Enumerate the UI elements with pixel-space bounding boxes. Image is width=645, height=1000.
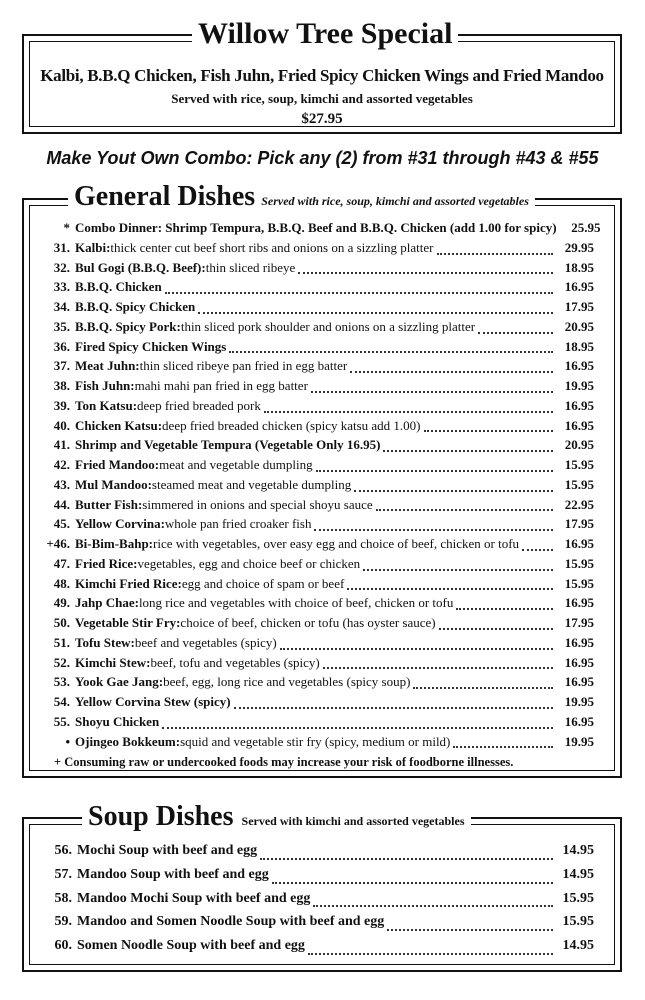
menu-item-name: Yook Gae Jang: [75,674,164,690]
menu-item-price: 15.95 [564,555,594,571]
menu-item-name: Bul Gogi (B.B.Q. Beef): [75,259,206,275]
menu-item [44,240,594,260]
soup-dishes-list [44,843,594,962]
menu-item-name: Shrimp and Vegetable Tempura (Vegetable Only 16.95) [75,437,381,453]
menu-item [44,516,594,536]
dot-leader [522,549,553,551]
menu-item-description: rice with vegetables, over easy egg and choice of beef, chicken or tofu [153,536,520,551]
menu-item-number: 59. [54,914,72,930]
menu-item-number: 32. [53,259,70,275]
dot-leader [424,430,554,432]
menu-item [44,734,594,754]
menu-item-price: 20.95 [564,437,594,453]
menu-item-name: B.B.Q. Chicken [75,279,162,295]
menu-item [44,536,594,556]
menu-item-description: meat and vegetable dumpling [159,457,313,472]
menu-item-description: beef, egg, long rice and vegetables (spicy soup) [163,674,411,690]
menu-item [44,635,594,655]
dot-leader [234,707,553,709]
menu-item [44,220,601,240]
menu-item [44,279,594,299]
menu-item-number: 36. [53,338,70,354]
menu-item-name: Kalbi: [75,239,111,255]
soup-dishes-subtitle: Served with kimchi and assorted vegetables [241,814,465,828]
dot-leader [298,272,553,274]
special-title: Willow Tree Special [192,19,458,49]
menu-item-price: 16.95 [564,536,594,551]
menu-item [44,299,594,319]
menu-item-name: Meat Juhn: [75,358,140,374]
menu-item-number: * [63,220,70,235]
menu-item-price: 16.95 [564,358,594,374]
menu-item-price: 19.95 [564,733,594,749]
dot-leader [272,882,553,884]
menu-item [44,437,594,457]
menu-item-price: 16.95 [564,634,594,650]
menu-item-price: 14.95 [562,938,594,954]
special-box [22,17,622,134]
menu-item [44,674,594,694]
menu-item-number: 41. [53,437,70,453]
menu-item-price: 16.95 [564,279,594,295]
menu-item-number: • [65,733,70,749]
menu-item [44,457,594,477]
special-price: $27.95 [301,111,343,127]
special-description: Kalbi, B.B.Q Chicken, Fish Juhn, Fried Spicy Chicken Wings and Fried Mandoo [40,66,604,85]
menu-item-price: 16.95 [564,595,594,611]
menu-item [44,418,594,438]
menu-item-number: 48. [53,575,70,591]
menu-item-name: Mandoo Soup with beef and egg [77,866,269,882]
soup-dishes-header [82,803,471,831]
dot-leader [323,667,553,669]
menu-item-name: B.B.Q. Spicy Pork: [75,318,181,334]
menu-item-name: Bi-Bim-Bahp: [75,536,154,551]
menu-item-number: 58. [54,890,72,906]
menu-item-price: 15.95 [562,914,594,930]
menu-item-description: thin sliced ribeye pan fried in egg batter [139,358,348,374]
menu-item-price: 18.95 [564,259,594,275]
menu-item [44,378,594,398]
menu-item-number: 43. [53,476,70,492]
dot-leader [311,391,553,393]
menu-item-price: 15.95 [564,476,594,492]
menu-item-name: Mochi Soup with beef and egg [77,843,258,858]
menu-item-name: Ojingeo Bokkeum: [75,733,181,749]
dot-leader [383,450,553,452]
menu-item-price: 15.95 [564,457,594,472]
menu-item-name: Shoyu Chicken [75,713,160,729]
dot-leader [316,470,553,472]
dot-leader [478,332,553,334]
menu-item-price: 15.95 [562,890,594,906]
menu-item-name: Fried Mandoo: [75,457,160,472]
menu-item-description: whole pan fried croaker fish [164,516,312,532]
menu-item-price: 17.95 [564,299,594,314]
soup-dishes-title: Soup Dishes [88,801,234,832]
menu-item-price: 14.95 [562,843,594,858]
menu-item [44,891,594,915]
combo-note: Make Yout Own Combo: Pick any (2) from #31 through #43 & #55 [46,148,599,168]
menu-item-number: 47. [53,555,70,571]
menu-item-price: 18.95 [564,338,594,354]
menu-item-description: egg and choice of spam or beef [181,575,345,591]
menu-item-number: 50. [53,615,70,630]
dot-leader [439,628,553,630]
dot-leader [347,588,553,590]
general-dishes-subtitle: Served with rice, soup, kimchi and assorted vegetables [261,194,529,208]
menu-item-description: choice of beef, chicken or tofu (has oyster sauce) [180,615,436,630]
general-dishes-list [44,220,601,753]
menu-item-description: deep fried breaded chicken (spicy katsu add 1.00) [162,417,421,433]
dot-leader [314,529,553,531]
menu-item-name: Yellow Corvina Stew (spicy) [75,694,231,709]
dot-leader [350,371,553,373]
menu-item-description: squid and vegetable stir fry (spicy, medium or mild) [180,733,451,749]
dot-leader [413,687,553,689]
menu-item-number: 38. [53,378,70,393]
menu-item-price: 22.95 [564,496,594,512]
menu-item [44,843,594,867]
menu-item [44,319,594,339]
dot-leader [198,312,553,314]
menu-item [44,655,594,675]
menu-item-description: thick center cut beef short ribs and onions on a sizzling platter [110,239,434,255]
menu-item-name: Butter Fish: [75,496,143,512]
menu-item-name: Tofu Stew: [75,634,135,650]
menu-item [44,694,594,714]
menu-item-name: Mandoo and Somen Noodle Soup with beef and egg [77,914,385,930]
menu-item-name: Fried Rice: [75,555,138,571]
menu-item-number: 33. [53,279,70,295]
menu-item-name: Chicken Katsu: [75,417,163,433]
menu-item [44,867,594,891]
menu-item-number: 45. [53,516,70,532]
menu-item-number: 31. [53,239,70,255]
menu-item-number: 39. [53,397,70,413]
menu-item-price: 14.95 [562,866,594,882]
menu-item-description: simmered in onions and special shoyu sauce [142,496,373,512]
menu-item-name: Ton Katsu: [75,397,138,413]
menu-item [44,497,594,517]
menu-item-number: 44. [53,496,70,512]
menu-item [44,477,594,497]
dot-leader [354,490,553,492]
menu-item-description: deep fried breaded pork [137,397,261,413]
menu-item-number: 60. [54,938,72,954]
menu-item-number: 34. [53,299,70,314]
menu-item [44,260,594,280]
soup-dishes-box [22,801,622,972]
menu-item-name: Fish Juhn: [75,378,135,393]
menu-item-price: 17.95 [564,516,594,532]
menu-item-number: 56. [54,843,72,858]
menu-item-name: B.B.Q. Spicy Chicken [75,299,196,314]
dot-leader [280,648,553,650]
menu-item-description: beef, tofu and vegetables (spicy) [150,654,320,670]
menu-item-description: vegetables, egg and choice beef or chicken [137,555,361,571]
menu-item [44,595,594,615]
menu-item-price: 16.95 [564,417,594,433]
menu-item-number: 35. [53,318,70,334]
menu-item-name: Kimchi Stew: [75,654,151,670]
menu-item-number: 40. [53,417,70,433]
special-served-note: Served with rice, soup, kimchi and assorted vegetables [171,91,473,106]
menu-item-name: Fired Spicy Chicken Wings [75,338,227,354]
dot-leader [165,292,553,294]
menu-item [44,358,594,378]
menu-item-price: 16.95 [564,713,594,729]
menu-item-description: mahi mahi pan fried in egg batter [134,378,308,393]
dot-leader [260,858,553,860]
menu-item-name: Jahp Chae: [75,595,139,611]
dot-leader [229,351,553,353]
menu-item [44,339,594,359]
dot-leader [363,569,553,571]
menu-item-number: 51. [53,634,70,650]
menu-item-number: 52. [53,654,70,670]
menu-item-description: beef and vegetables (spicy) [134,634,277,650]
dot-leader [387,929,553,931]
menu-item [44,615,594,635]
menu-item [44,556,594,576]
menu-item-name: Vegetable Stir Fry: [75,615,181,630]
menu-item-name: Somen Noodle Soup with beef and egg [77,938,305,954]
menu-item-name: Mandoo Mochi Soup with beef and egg [77,890,311,906]
menu-item-name: Combo Dinner: Shrimp Tempura, B.B.Q. Beef and B.B.Q. Chicken (add 1.00 for spicy) [75,220,557,235]
menu-item-number: +46. [46,536,70,551]
menu-item-number: 57. [54,866,72,882]
menu-item-number: 53. [53,674,70,690]
menu-item-number: 49. [53,595,70,611]
menu-item-description: thin sliced ribeye [205,259,296,275]
dot-leader [313,905,553,907]
menu-item-price: 16.95 [564,674,594,690]
menu-item-price: 15.95 [564,575,594,591]
dot-leader [308,953,553,955]
general-dishes-header [68,183,535,211]
food-safety-warning: + Consuming raw or undercooked foods may increase your risk of foodborne illnesses. [54,755,514,769]
menu-item-price: 20.95 [564,318,594,334]
dot-leader [437,253,553,255]
menu-item-number: 37. [53,358,70,374]
menu-item [44,398,594,418]
menu-item [44,914,594,938]
menu-item-name: Mul Mandoo: [75,476,152,492]
menu-item-number: 42. [53,457,70,472]
menu-item [44,938,594,962]
menu-item-name: Yellow Corvina: [75,516,165,532]
menu-item [44,576,594,596]
general-dishes-box [22,181,622,778]
menu-item [44,714,594,734]
menu-item-price: 17.95 [564,615,594,630]
menu-item-name: Kimchi Fried Rice: [75,575,182,591]
menu-item-description: thin sliced pork shoulder and onions on a sizzling platter [180,318,476,334]
menu-item-price: 25.95 [571,220,601,235]
dot-leader [453,746,553,748]
dot-leader [162,727,553,729]
general-dishes-title: General Dishes [74,181,256,212]
menu-item-description: steamed meat and vegetable dumpling [151,476,352,492]
menu-item-description: long rice and vegetables with choice of beef, chicken or tofu [138,595,454,611]
menu-item-price: 16.95 [564,397,594,413]
dot-leader [376,509,553,511]
menu-item-price: 29.95 [564,239,594,255]
menu-item-price: 19.95 [564,694,594,709]
dot-leader [264,411,553,413]
menu-item-number: 54. [53,694,70,709]
menu-item-number: 55. [53,713,70,729]
menu-item-price: 16.95 [564,654,594,670]
dot-leader [456,608,553,610]
menu-item-price: 19.95 [564,378,594,393]
